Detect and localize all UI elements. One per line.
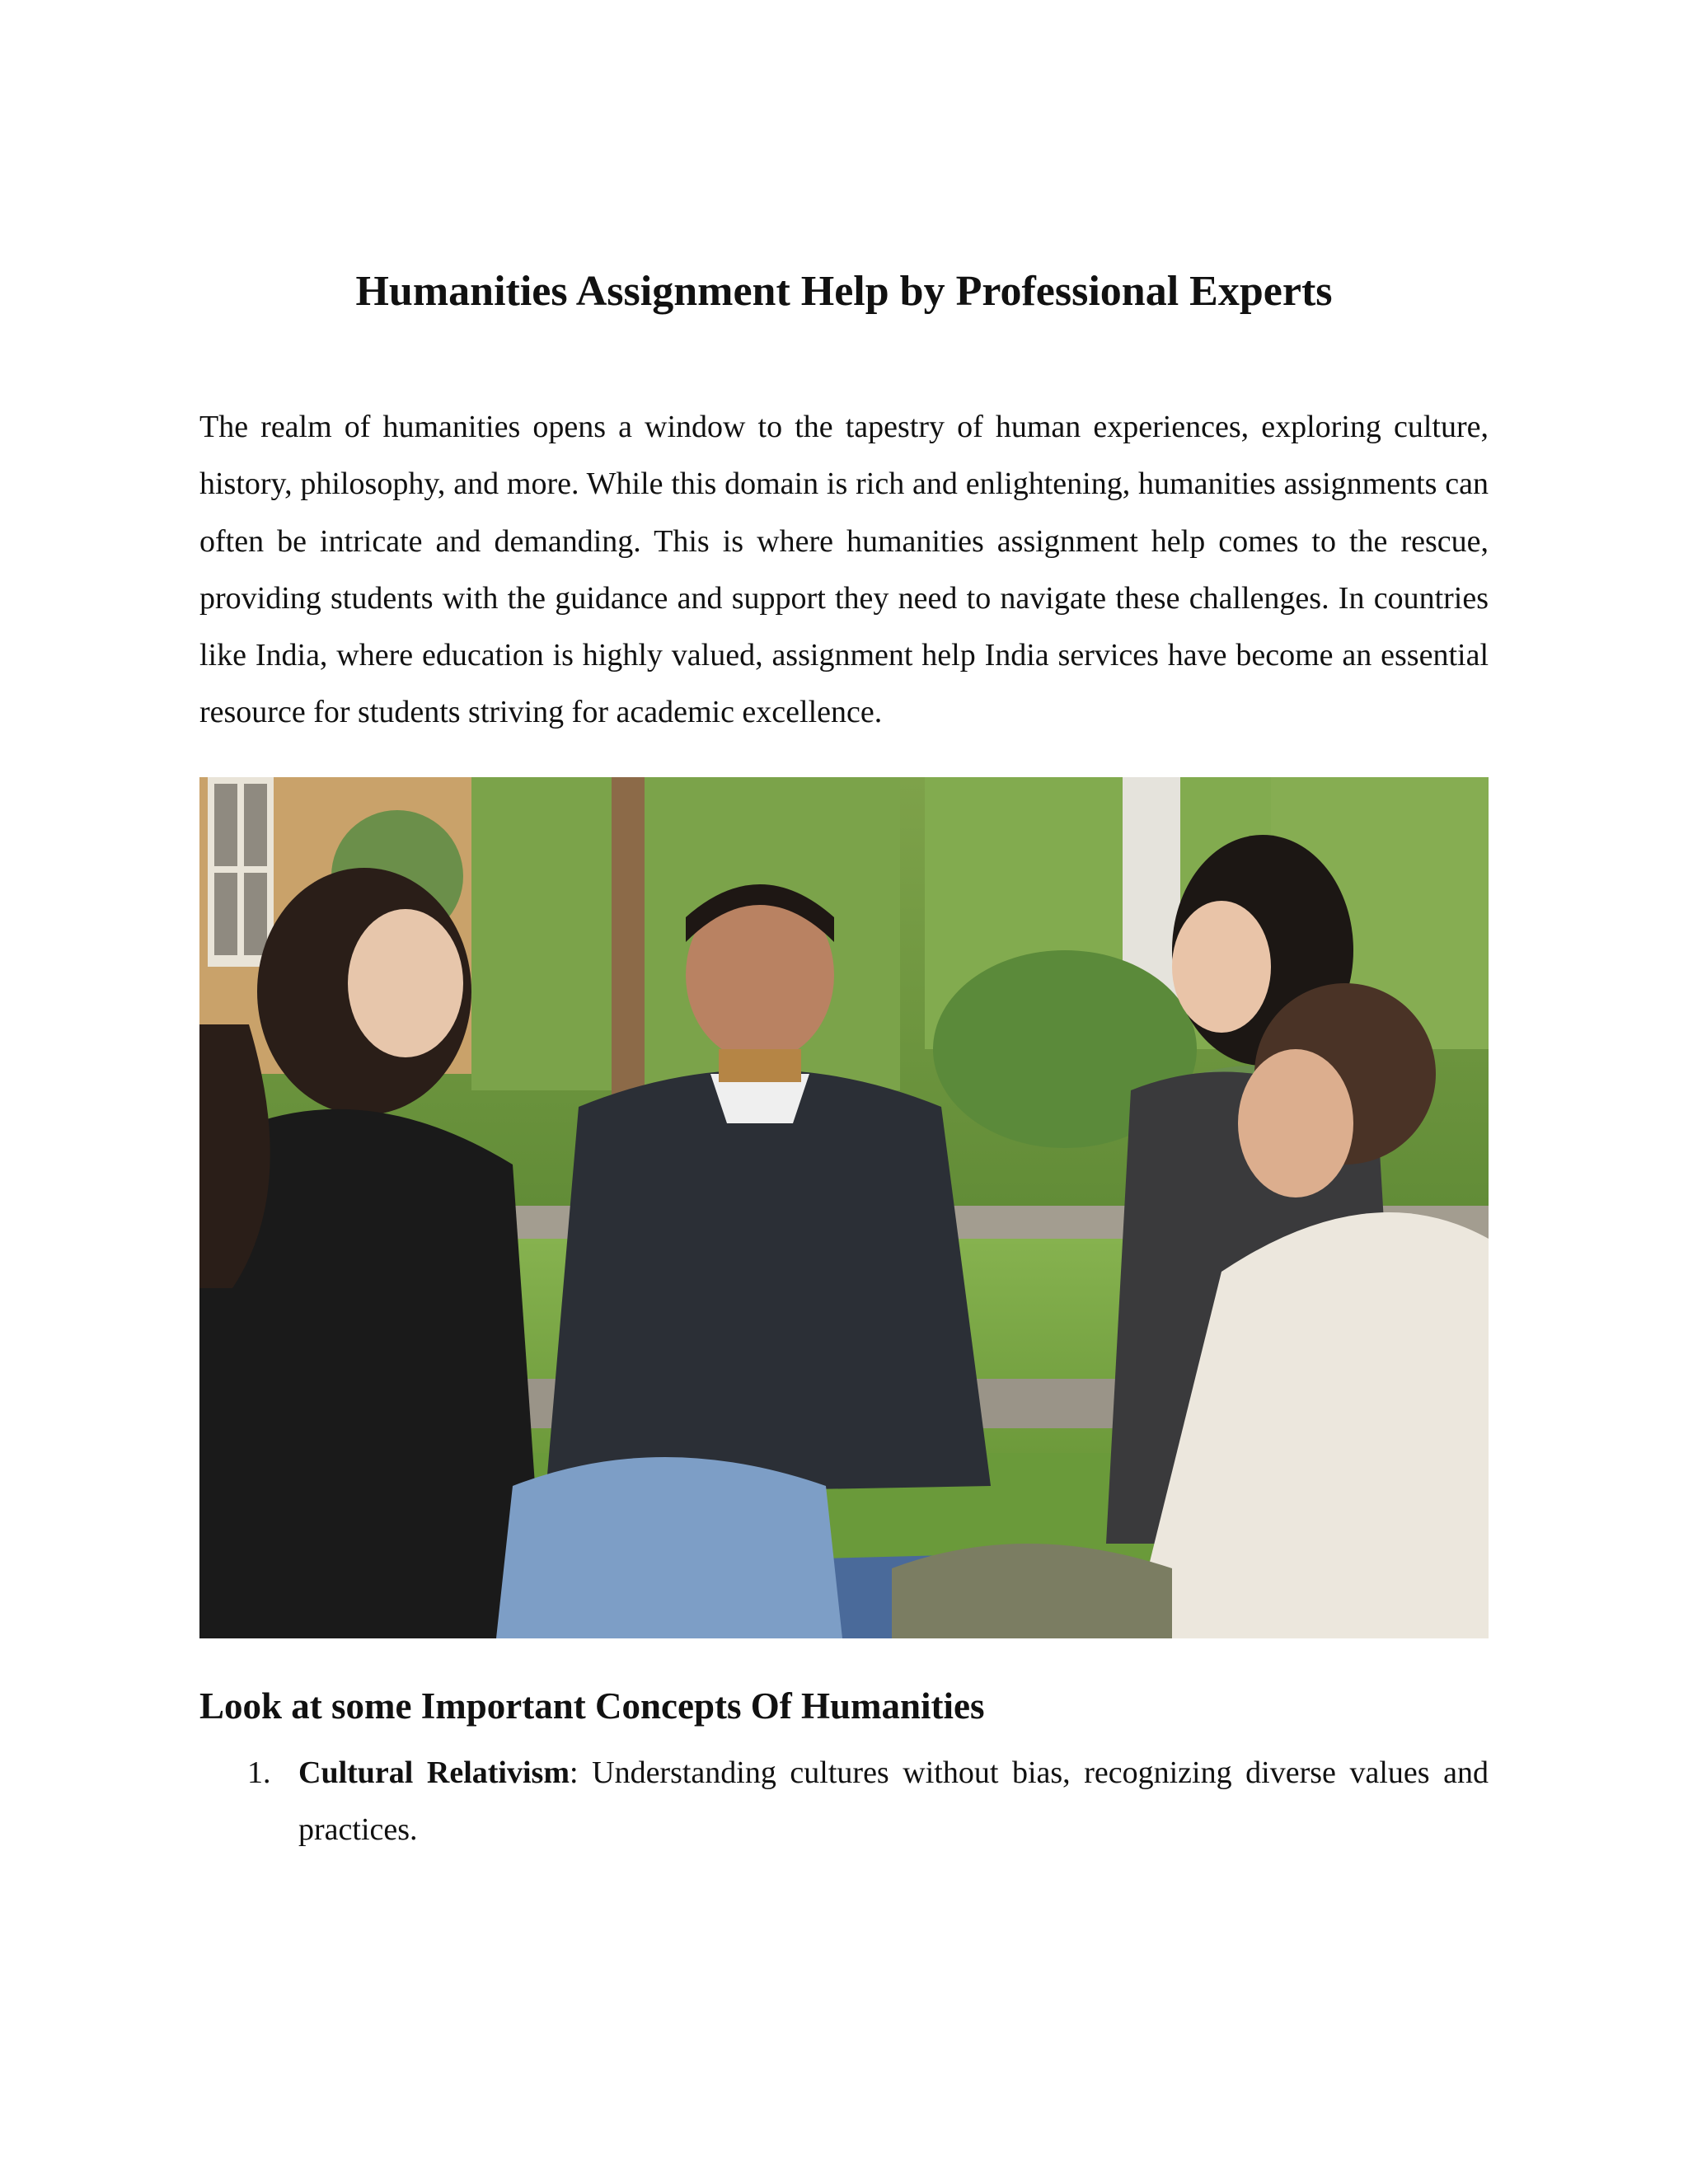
students-photo: [199, 777, 1489, 1638]
concept-term: Cultural Relativism: [298, 1755, 570, 1790]
intro-paragraph: The realm of humanities opens a window to the tapestry of human experiences, exploring culture, history, philosophy, and more. While this domain is rich and enlightening, humanities assignments can often be intricate and demanding. This is where humanities assignment help comes to the rescue, providing students with the guidance and support they need to navigate these challenges. In countries like India, where education is highly valued, assignment help India services have become an essential resource for students striving for academic excellence.: [199, 410, 1489, 730]
concept-description: Understanding cultures without bias, recognizing diverse values and practices.: [298, 1755, 1489, 1847]
concepts-list: [199, 1745, 1489, 1858]
list-item: [199, 1745, 1489, 1858]
page-title: Humanities Assignment Help by Professional Experts: [355, 268, 1333, 315]
list-item-number: 1.: [247, 1755, 271, 1790]
concept-separator: :: [570, 1755, 579, 1790]
section-heading: Look at some Important Concepts Of Humanities: [199, 1685, 985, 1727]
